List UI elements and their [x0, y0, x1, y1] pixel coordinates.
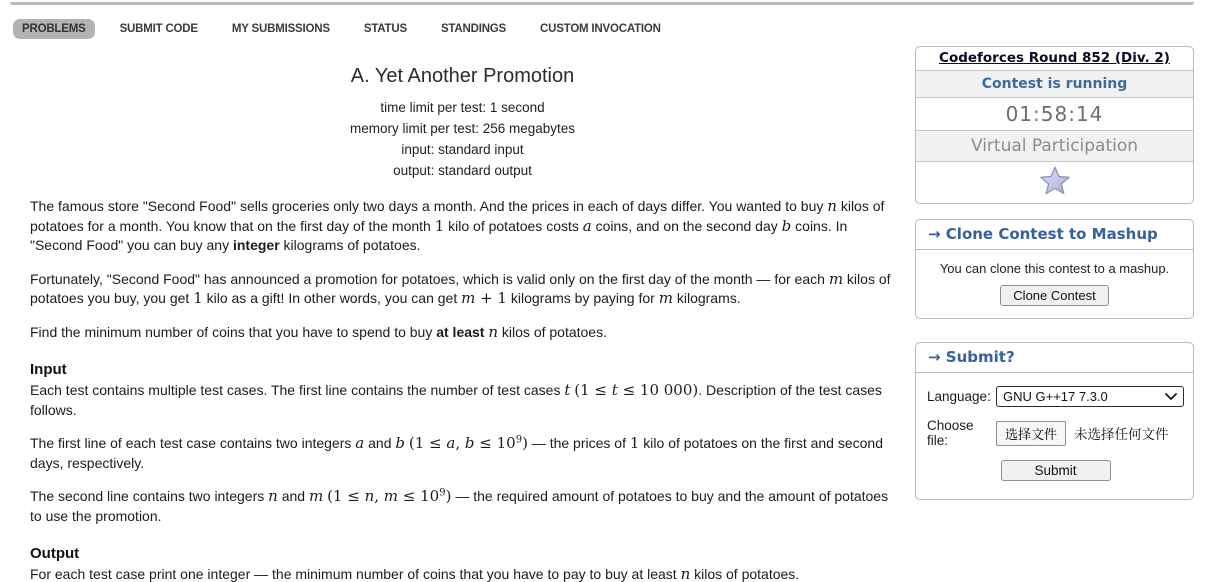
- text-run: Fortunately, "Second Food" has announced a promotion for potatoes, which is valid only on the first day of the month — for each: [30, 270, 829, 287]
- tab-status[interactable]: STATUS: [363, 23, 407, 35]
- math-literal: 1: [434, 216, 445, 235]
- output-paragraph: [30, 565, 895, 582]
- statement-paragraph: [30, 197, 895, 256]
- problem-limits: [30, 97, 895, 181]
- math-literal: ): [445, 487, 452, 505]
- math-variable: a: [446, 434, 456, 452]
- favorite-star-row: [916, 161, 1193, 203]
- input-section-heading: Input: [30, 361, 67, 378]
- text-run: coins. In "Second Food" you can buy any: [30, 217, 848, 253]
- tab-my-submissions[interactable]: MY SUBMISSIONS: [231, 23, 330, 35]
- contest-title-row: [916, 47, 1193, 70]
- text-run: kilograms of potatoes.: [279, 237, 421, 253]
- tab-custom-invocation[interactable]: CUSTOM INVOCATION: [540, 23, 661, 35]
- math-variable: m: [658, 289, 673, 307]
- text-run: kilos of potatoes you buy, you get: [30, 270, 891, 306]
- text-run: coins, and on the second day: [591, 217, 782, 234]
- math-literal: 1: [193, 289, 203, 307]
- star-icon[interactable]: [1040, 166, 1070, 195]
- math-literal: + 1: [475, 289, 507, 307]
- text-run: kilo of potatoes on the first and second days, respectively.: [30, 435, 884, 471]
- math-literal: (1 ≤: [327, 487, 365, 505]
- text-run: and: [364, 435, 396, 451]
- math-variable: n: [488, 322, 499, 341]
- text-run: The second line contains two integers: [30, 488, 269, 504]
- choose-file-label: Choose file:: [927, 418, 974, 448]
- submit-row: [927, 460, 1184, 481]
- text-run: The famous store "Second Food" sells groceries only two days a month. And the prices in each of days differ. You wanted to buy: [30, 198, 828, 214]
- text-run: — the prices of: [527, 435, 630, 451]
- bold-text-run: at least: [436, 323, 485, 340]
- math-variable: m: [828, 269, 844, 288]
- text-run: — the required amount of potatoes to buy and the amount of potatoes to use the promotion.: [30, 488, 889, 524]
- language-label: Language:: [927, 389, 991, 404]
- math-variable: b: [464, 434, 475, 452]
- input-paragraph: [30, 381, 895, 420]
- text-run: kilo as a gift! In other words, you can get: [202, 290, 462, 306]
- time-limit: time limit per test: 1 second: [380, 100, 545, 115]
- clone-caption: You can clone this contest to a mashup.: [939, 261, 1170, 276]
- text-run: kilos of potatoes for a month. You know that on the first day of the month: [30, 198, 885, 234]
- math-variable: n: [680, 565, 691, 582]
- tab-submit-code[interactable]: SUBMIT CODE: [119, 23, 198, 35]
- math-variable: n: [364, 487, 375, 505]
- text-run: kilos of potatoes.: [690, 566, 800, 582]
- text-run: and: [277, 488, 309, 504]
- math-literal: ,: [455, 434, 465, 452]
- clone-contest-button[interactable]: Clone Contest: [1000, 285, 1108, 306]
- tab-problems[interactable]: PROBLEMS: [13, 19, 95, 39]
- text-run: kilograms.: [672, 290, 741, 306]
- text-run: . Description of the test cases follows.: [30, 382, 882, 418]
- math-literal: ≤ 10: [398, 487, 440, 505]
- contest-status: Contest is running: [916, 70, 1193, 97]
- math-variable: n: [268, 487, 278, 505]
- memory-limit: memory limit per test: 256 megabytes: [349, 121, 576, 136]
- math-literal: (1 ≤: [574, 381, 612, 399]
- text-run: Find the minimum number of coins that you have to spend to buy: [30, 323, 437, 340]
- problem-title: A. Yet Another Promotion: [350, 65, 575, 87]
- math-literal: ): [522, 434, 528, 452]
- text-run: kilograms by paying for: [506, 290, 659, 306]
- statement-paragraph: [30, 323, 895, 343]
- math-literal: ≤ 10: [474, 434, 516, 452]
- input-paragraph: [30, 487, 895, 526]
- submit-box-header: → Submit?: [916, 343, 1193, 373]
- contest-tab-bar: [13, 19, 670, 39]
- top-divider: [10, 2, 1194, 5]
- tab-standings[interactable]: STANDINGS: [440, 23, 507, 35]
- math-variable: m: [461, 289, 476, 307]
- math-literal: ,: [374, 487, 384, 505]
- output-section-heading: Output: [30, 545, 80, 562]
- clone-box-header: → Clone Contest to Mashup: [916, 220, 1193, 250]
- language-select-wrap: [996, 386, 1184, 407]
- language-select[interactable]: [996, 386, 1184, 407]
- problem-statement: [30, 60, 895, 582]
- statement-paragraph: [30, 270, 895, 309]
- math-variable: b: [781, 216, 792, 235]
- math-variable: b: [395, 434, 405, 452]
- text-run: kilos of potatoes.: [498, 323, 607, 340]
- file-control: [996, 421, 1184, 446]
- submit-button[interactable]: Submit: [1001, 460, 1111, 481]
- contest-title-link[interactable]: Codeforces Round 852 (Div. 2): [939, 50, 1170, 66]
- text-run: kilo of potatoes costs: [444, 217, 583, 234]
- math-variable: n: [827, 197, 837, 215]
- math-variable: a: [355, 434, 365, 452]
- submit-box: [915, 342, 1194, 500]
- math-literal: (1 ≤: [408, 434, 447, 452]
- math-literal: ≤ 10 000): [617, 381, 699, 399]
- text-run: Each test contains multiple test cases. The first line contains the number of test cases: [30, 382, 565, 398]
- math-variable: t: [611, 381, 618, 399]
- input-spec: input: standard input: [401, 142, 524, 157]
- math-literal: 1: [629, 434, 640, 452]
- math-variable: t: [564, 381, 571, 399]
- math-variable: a: [582, 216, 592, 235]
- contest-info-box: [915, 46, 1194, 204]
- math-variable: m: [308, 487, 324, 505]
- math-variable: m: [383, 487, 399, 505]
- choose-file-button[interactable]: 选择文件: [996, 421, 1066, 446]
- bold-text-run: integer: [232, 237, 280, 253]
- text-run: The first line of each test case contains two integers: [30, 435, 356, 451]
- math-exponent: 9: [439, 487, 446, 499]
- output-spec: output: standard output: [393, 163, 532, 178]
- math-exponent: 9: [515, 434, 523, 446]
- contest-participation-mode: Virtual Participation: [916, 130, 1193, 161]
- input-paragraph: [30, 434, 895, 473]
- submit-form: [927, 386, 1183, 481]
- clone-contest-box: [915, 219, 1194, 319]
- contest-countdown-timer: 01:58:14: [916, 97, 1193, 130]
- file-status-text: 未选择任何文件: [1074, 427, 1169, 442]
- text-run: For each test case print one integer — the minimum number of coins that you have to pay to buy at least: [30, 566, 681, 582]
